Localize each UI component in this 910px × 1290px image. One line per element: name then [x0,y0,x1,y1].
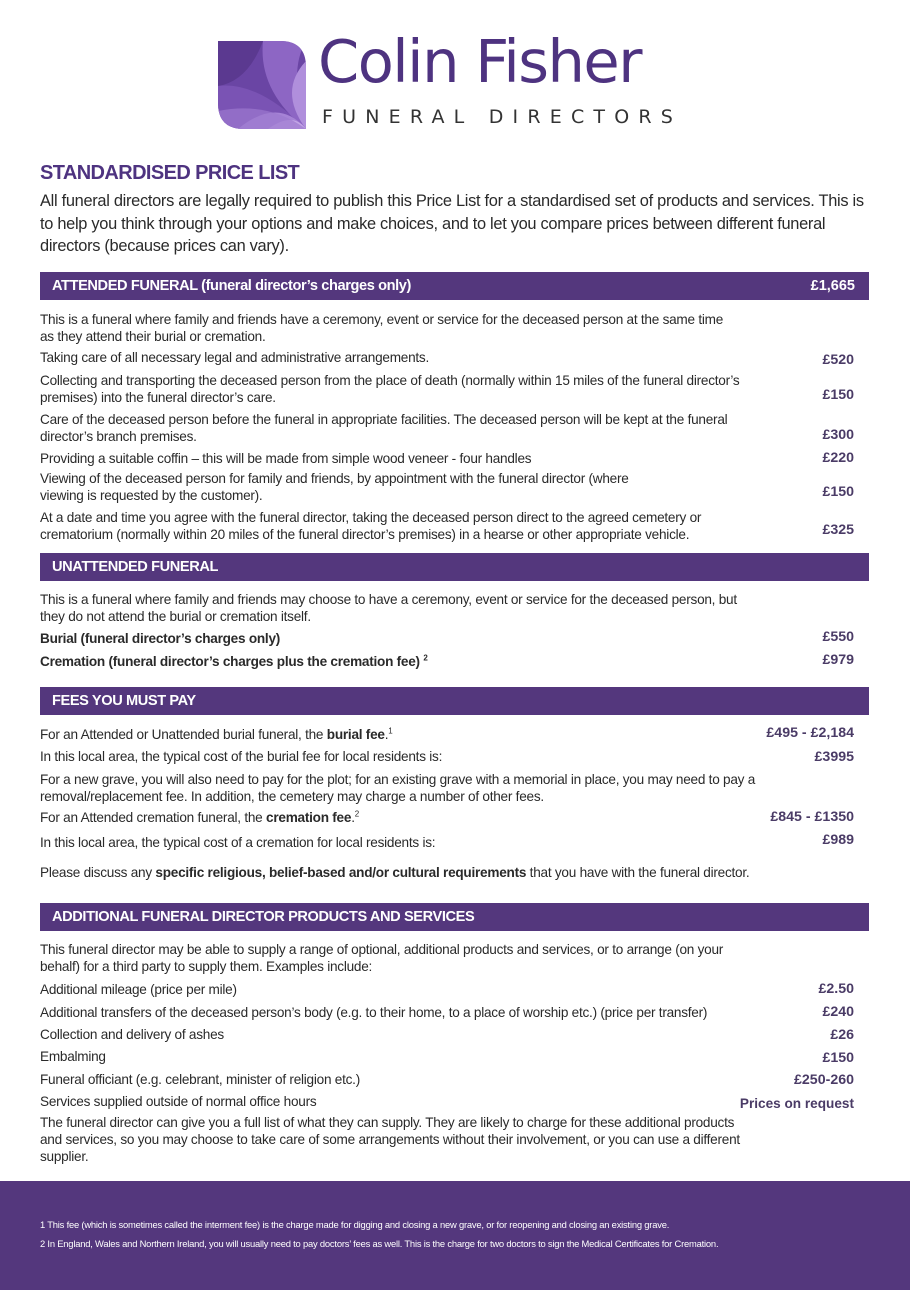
section-title: ADDITIONAL FUNERAL DIRECTOR PRODUCTS AND SERVICES [52,909,475,925]
line-item-price: Prices on request [739,1096,854,1111]
text: . [351,810,355,825]
brand-logo [218,27,698,132]
brand-subtitle: FUNERAL DIRECTORS [322,106,683,128]
line-item-price: £150 [822,1050,854,1066]
line-item-label: Providing a suitable coffin – this will be made from simple wood veneer - four handles [40,451,532,466]
line-item-label: Funeral officiant (e.g. celebrant, minister of religion etc.) [40,1072,360,1087]
footnotes-panel [0,1181,910,1290]
line-item-label: Viewing of the deceased person for family and friends, by appointment with the funeral director (where viewing is requested by the customer). [40,471,629,503]
line-item-label: Additional mileage (price per mile) [40,982,237,997]
line-item-price: £325 [822,522,854,538]
text: that you have with the funeral director. [526,865,750,880]
attended-total-price: £1,665 [810,278,855,294]
line-item-label: At a date and time you agree with the funeral director, taking the deceased person direct to the agreed cemetery or crematorium (normally within 20 miles of the funeral director’s premises) in a hearse or other appropriate vehicle. [40,510,702,542]
text: . [384,727,389,742]
additional-description: This funeral director may be able to supply a range of optional, additional products and services, or to arrange (on your behalf) for a third party to supply them. Examples include: [40,942,724,974]
burial-fee-price: £495 - £2,184 [766,725,854,741]
line-item-label: Taking care of all necessary legal and administrative arrangements. [40,350,430,365]
line-item-label: Burial (funeral director’s charges only) [40,631,281,646]
line-item-label [40,653,428,670]
footnote-ref: 1 [388,726,393,736]
bold-text: cremation fee [266,810,352,825]
burial-local-label: In this local area, the typical cost of the burial fee for local residents is: [40,749,443,764]
cremation-fee-label [40,809,359,826]
footnote-1: 1 This fee (which is sometimes called the interment fee) is the charge made for digging and closing a new grave, or for reopening and closing an existing grave. [40,1219,670,1230]
line-item-text: Cremation (funeral director’s charges plus the cremation fee) [40,654,420,669]
footnote-2: 2 In England, Wales and Northern Ireland, you will usually need to pay doctors’ fees as well. This is the charge for two doctors to sign the Medical Certificates for Cremation. [40,1238,719,1249]
line-item-price: £26 [830,1027,854,1043]
leaf-petals-logo-icon [218,41,306,129]
line-item-label: Embalming [40,1049,106,1064]
burial-local-price: £3995 [814,749,854,765]
footnote-ref: 2 [423,653,428,663]
line-item-price: £150 [822,484,854,500]
bold-text: burial fee [326,727,385,742]
line-item-price: £520 [822,352,854,368]
line-item-label: Additional transfers of the deceased person’s body (e.g. to their home, to a place of worship etc.) (price per transfer) [40,1005,708,1020]
cremation-local-price: £989 [822,832,854,848]
brand-name: Colin Fisher [318,27,641,96]
section-header-unattended [40,553,869,581]
line-item-label: Collection and delivery of ashes [40,1027,224,1042]
intro-text: All funeral directors are legally required to publish this Price List for a standardised set of products and services. This is to help you think through your options and make choices, and to let you compare prices between different funeral directors (because prices can vary). [40,192,864,255]
burial-fee-label [40,726,392,743]
cremation-fee-price: £845 - £1350 [770,809,854,825]
attended-description: This is a funeral where family and friends have a ceremony, event or service for the deceased person at the same time as they attend their burial or cremation. [40,312,724,344]
bold-text: specific religious, belief-based and/or cultural requirements [155,865,527,880]
footnote-ref: 2 [354,809,359,819]
additional-closing: The funeral director can give you a full list of what they can supply. They are likely to charge for these additional products and services, so you may choose to take care of some arrangements without their involvement, or you can use a different supplier. [40,1115,740,1164]
line-item-label: Care of the deceased person before the funeral in appropriate facilities. The deceased person will be kept at the funeral director’s branch premises. [40,412,728,444]
grave-note: For a new grave, you will also need to pay for the plot; for an existing grave with a memorial in place, you may need to pay a removal/replacement fee. In addition, the cemetery may charge a number of other fees. [40,772,756,804]
text: For an Attended or Unattended burial funeral, the [40,727,327,742]
section-header-attended [40,272,869,300]
line-item-price: £150 [822,387,854,403]
line-item-label: Collecting and transporting the deceased person from the place of death (normally within 15 miles of the funeral director’s premises) into the funeral director’s care. [40,373,740,405]
line-item-price: £300 [822,427,854,443]
line-item-price: £220 [822,450,854,466]
line-item-price: £240 [822,1004,854,1020]
text: For an Attended cremation funeral, the [40,810,267,825]
line-item-price: £2.50 [818,981,854,997]
text: Please discuss any [40,865,156,880]
section-title: UNATTENDED FUNERAL [52,559,219,575]
unattended-description: This is a funeral where family and friends may choose to have a ceremony, event or service for the deceased person, but they do not attend the burial or cremation itself. [40,592,737,624]
line-item-label: Services supplied outside of normal office hours [40,1094,317,1109]
section-title: ATTENDED FUNERAL (funeral director’s charges only) [52,278,411,294]
discuss-note [40,864,749,881]
section-header-additional [40,903,869,931]
page-title: STANDARDISED PRICE LIST [40,162,300,184]
section-header-fees [40,687,869,715]
section-title: FEES YOU MUST PAY [52,693,196,709]
line-item-price: £979 [822,652,854,668]
cremation-local-label: In this local area, the typical cost of a cremation for local residents is: [40,835,436,850]
line-item-price: £250-260 [794,1072,854,1088]
line-item-price: £550 [822,629,854,645]
